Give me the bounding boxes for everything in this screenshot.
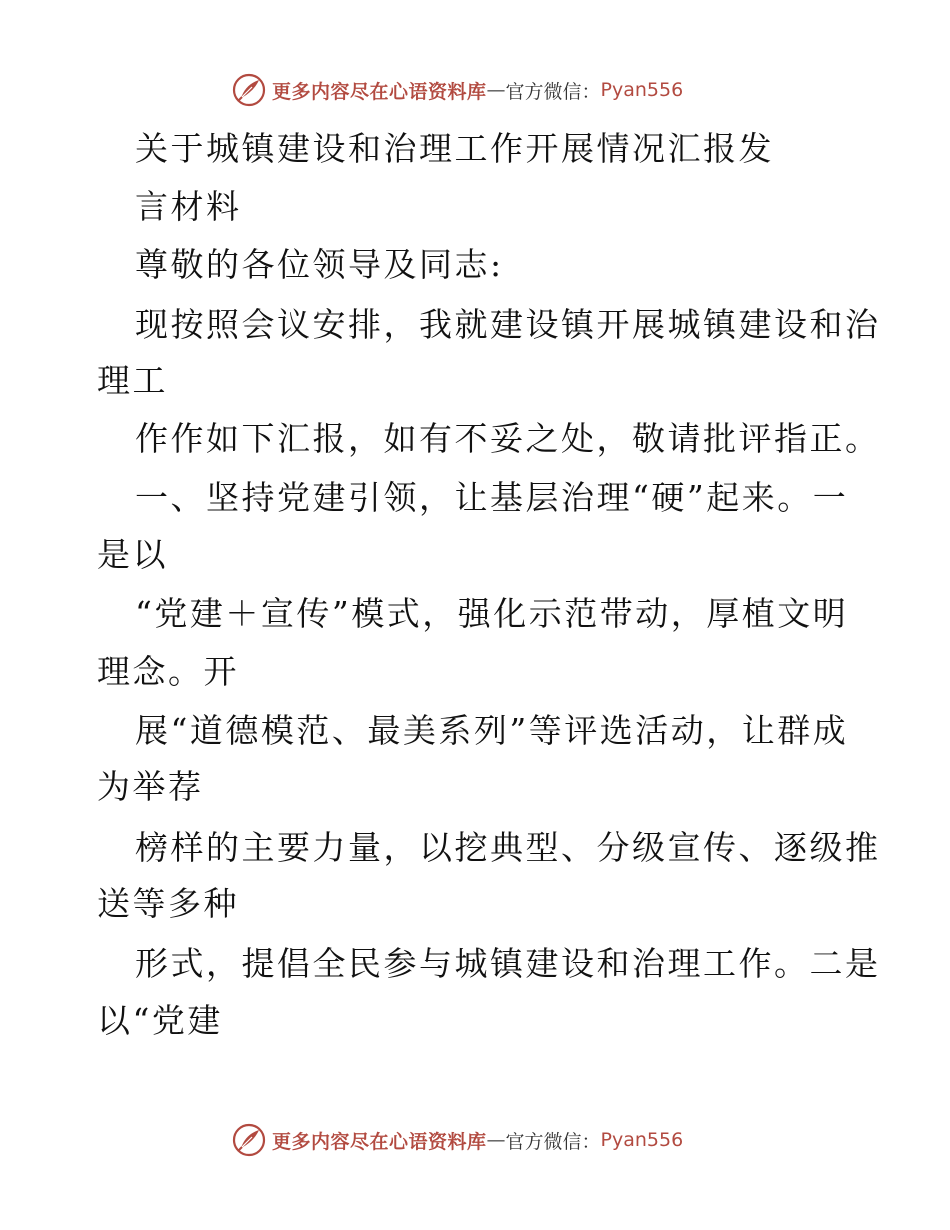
watermark-wechat-id: Pyan556: [600, 1129, 684, 1151]
paragraph-line: 送等多种: [97, 884, 239, 923]
paragraph-line: 理念。开: [97, 652, 239, 691]
paragraph-line: 形式，提倡全民参与城镇建设和治理工作。二是: [135, 944, 881, 983]
paragraph-line: 以“党建: [97, 1001, 223, 1040]
feather-pen-logo-icon: [232, 1123, 266, 1157]
paragraph-line: 是以: [97, 535, 168, 574]
paragraph-line: 榜样的主要力量，以挖典型、分级宣传、逐级推: [135, 828, 881, 867]
footer-watermark: [232, 1120, 683, 1160]
paragraph-line: “党建＋宣传”模式，强化示范带动，厚植文明: [135, 594, 849, 633]
paragraph-line: 为举荐: [97, 767, 204, 806]
header-watermark: [232, 70, 683, 110]
paragraph-line: 现按照会议安排，我就建设镇开展城镇建设和治: [135, 305, 881, 344]
paragraph-line: 理工: [97, 361, 168, 400]
document-greeting: 尊敬的各位领导及同志:: [135, 245, 504, 284]
feather-pen-logo-icon: [232, 73, 266, 107]
watermark-wechat-label: 官方微信：: [505, 1130, 601, 1153]
watermark-brand-text: 更多内容尽在心语资料库: [272, 1130, 487, 1153]
paragraph-line: 作作如下汇报，如有不妥之处，敬请批评指正。: [135, 419, 881, 458]
document-title-line-2: 言材料: [135, 187, 242, 226]
watermark-wechat-label: 官方微信：: [505, 80, 601, 103]
paragraph-line: 一、坚持党建引领，让基层治理“硬”起来。一: [135, 478, 849, 517]
watermark-dash: —: [486, 1129, 506, 1151]
watermark-dash: —: [486, 79, 506, 101]
paragraph-line: 展“道德模范、最美系列”等评选活动，让群成: [135, 711, 849, 750]
watermark-wechat-id: Pyan556: [600, 79, 684, 101]
watermark-brand-text: 更多内容尽在心语资料库: [272, 80, 487, 103]
document-title-line-1: 关于城镇建设和治理工作开展情况汇报发: [135, 129, 774, 168]
